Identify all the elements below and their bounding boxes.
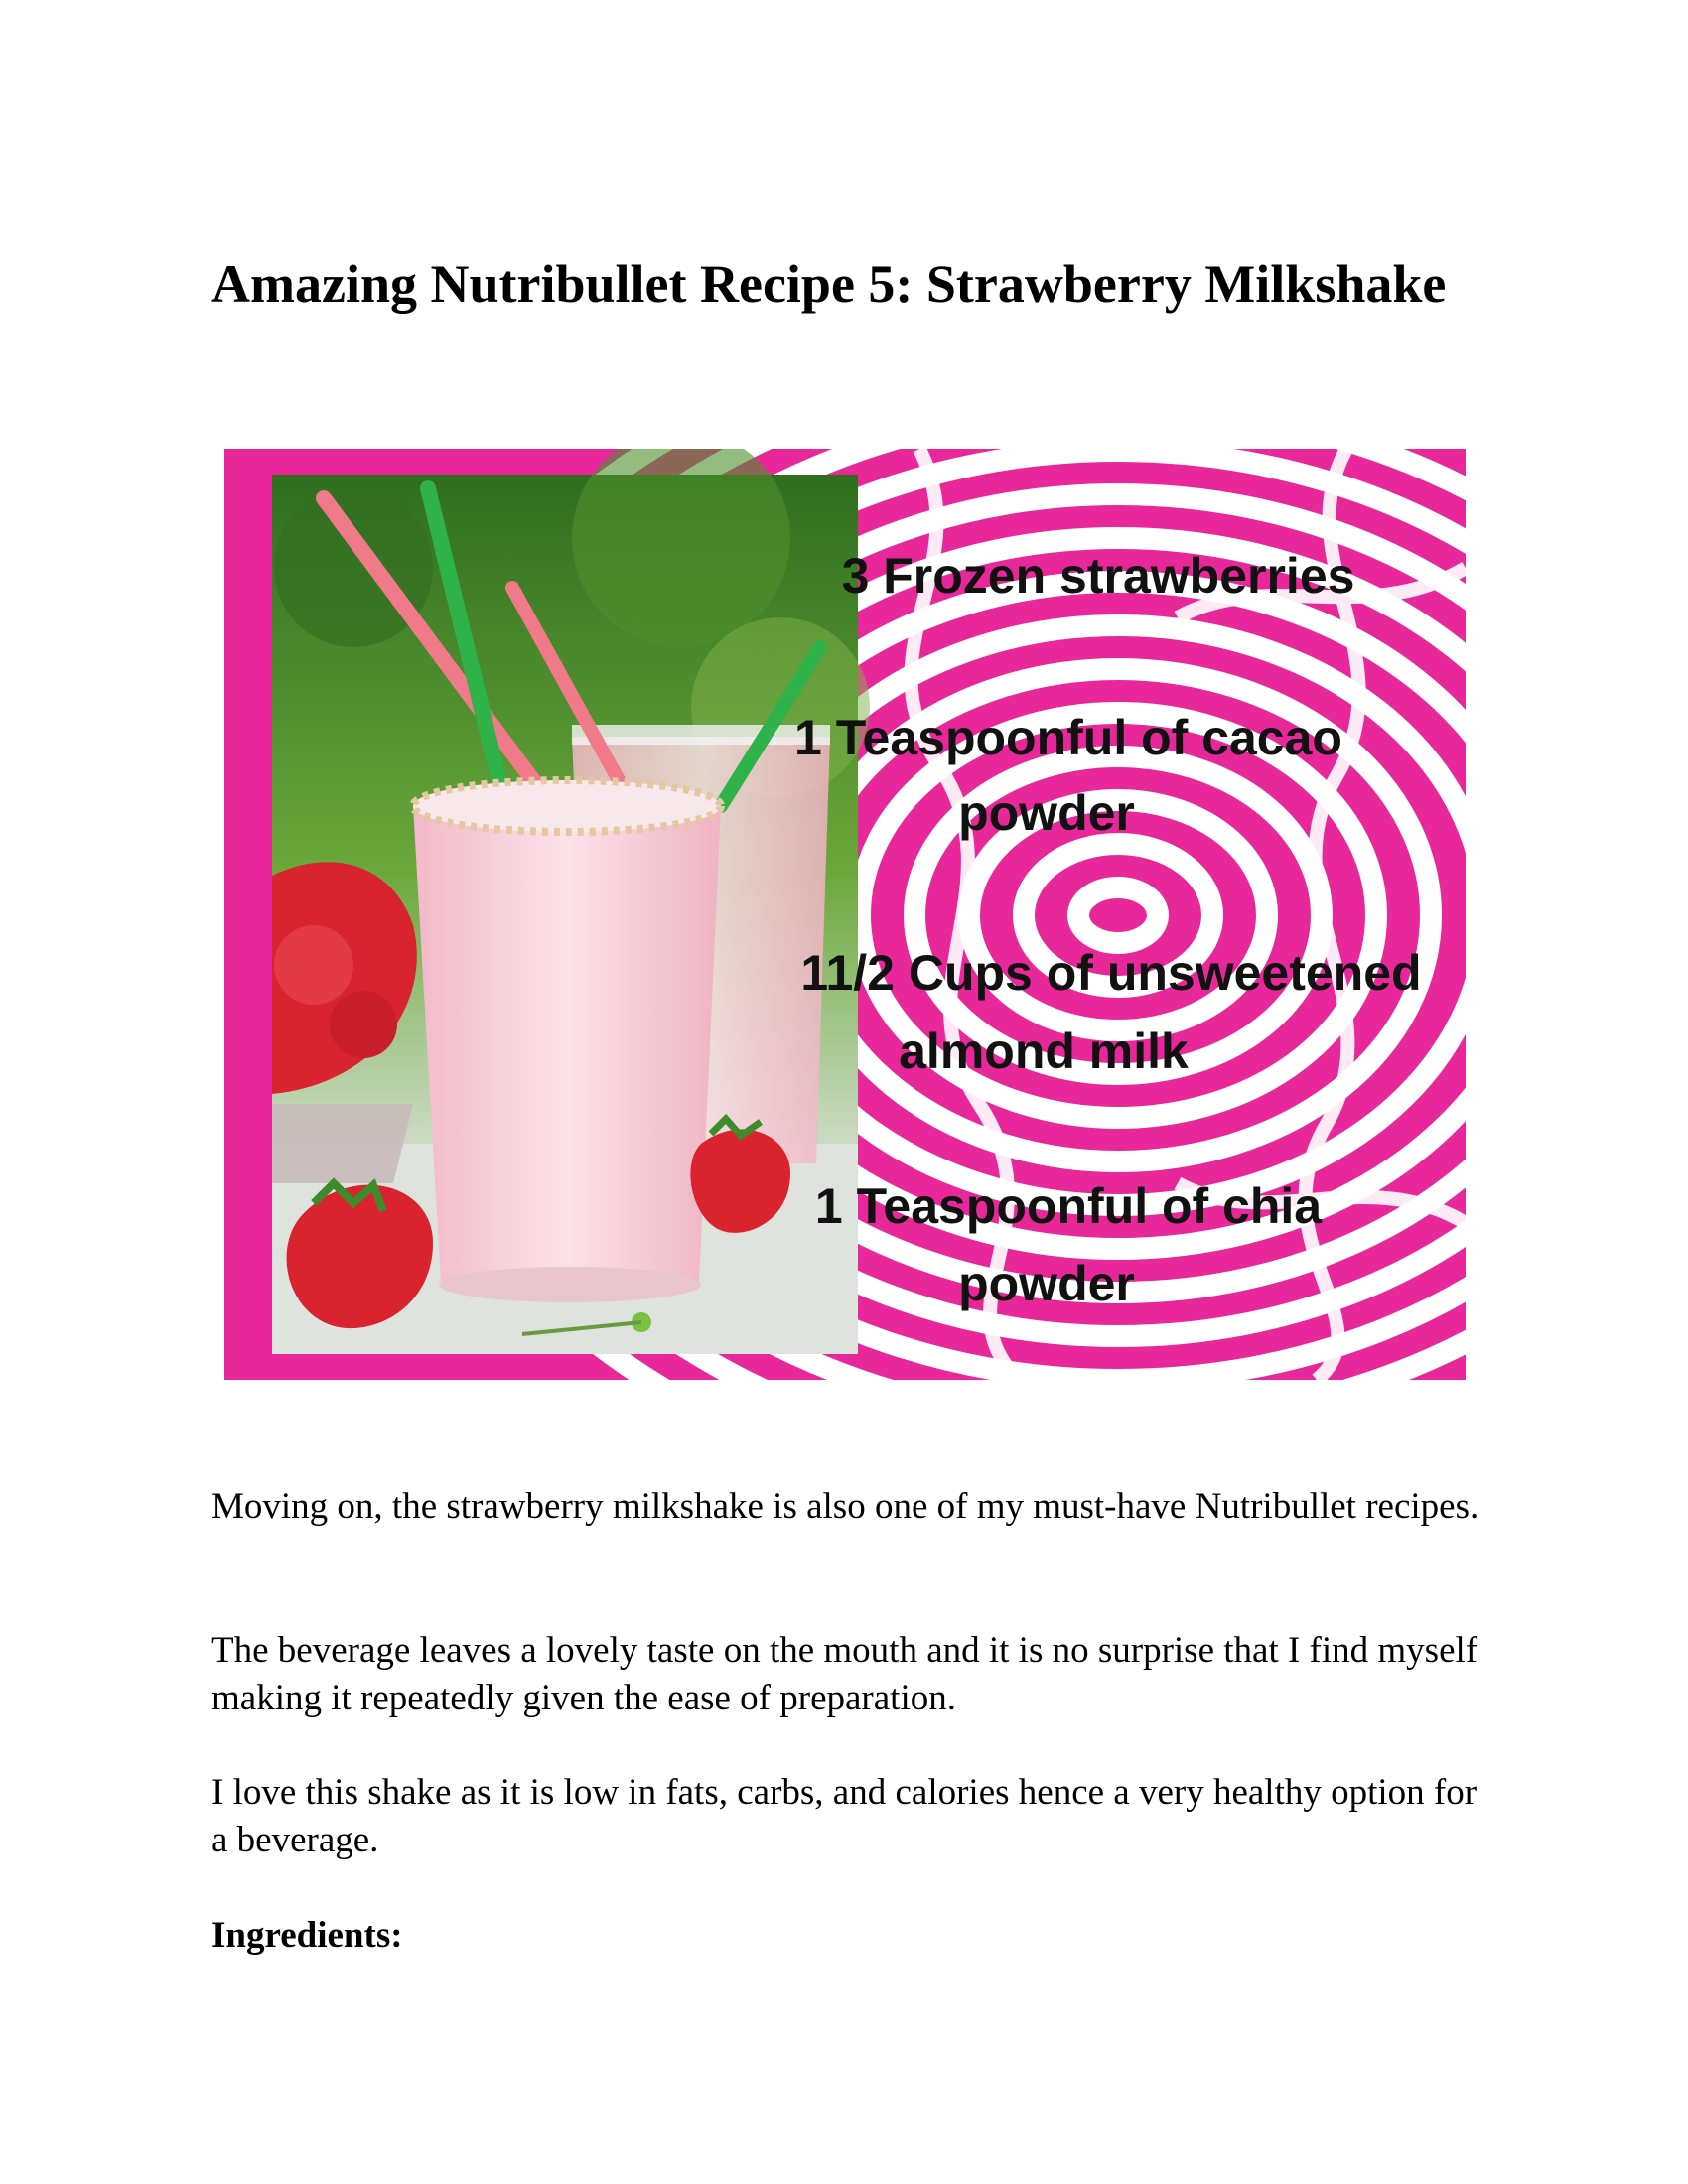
ingredient-line: 11/2 Cups of unsweetened — [800, 945, 1422, 1001]
page-title: Amazing Nutribullet Recipe 5: Strawberry Milkshake — [211, 254, 1447, 314]
ingredient-line: 1 Teaspoonful of chia — [814, 1178, 1323, 1234]
milkshake-photo — [272, 449, 870, 1354]
ingredient-line: powder — [958, 785, 1135, 841]
recipe-image — [224, 449, 1466, 1380]
recipe-illustration — [224, 449, 1466, 1380]
ingredients-heading: Ingredients: — [211, 1915, 403, 1956]
paragraph: The beverage leaves a lovely taste on the mouth and it is no surprise that I find myself making it repeatedly given the ease of preparation. — [211, 1630, 1478, 1718]
ingredient-line: almond milk — [899, 1024, 1189, 1079]
ingredient-line: 1 Teaspoonful of cacao — [794, 710, 1342, 765]
paragraph: Moving on, the strawberry milkshake is also one of my must-have Nutribullet recipes. — [211, 1486, 1479, 1527]
ingredient-line: powder — [958, 1256, 1135, 1311]
ingredient-line: 3 Frozen strawberries — [841, 548, 1355, 604]
paragraph: I love this shake as it is low in fats, carbs, and calories hence a very healthy option for a beverage. — [211, 1772, 1477, 1860]
